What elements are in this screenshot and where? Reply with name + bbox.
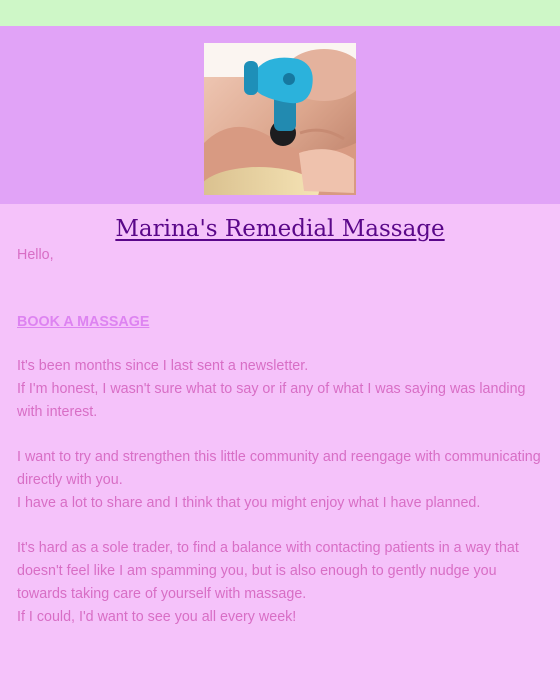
paragraph-block-3 [17,537,543,629]
top-color-strip [0,0,560,26]
paragraph-line: It's hard as a sole trader, to find a balance with contacting patients in a way that doesn't feel like I am spamming you, but is also enough to gently nudge you towards taking care of yourself with massage. [17,540,519,602]
paragraph-line: If I'm honest, I wasn't sure what to say or if any of what I was saying was landing with interest. [17,381,526,420]
brand-title [0,204,560,244]
brand-title-link[interactable]: Marina's Remedial Massage [115,216,445,242]
book-massage-link[interactable]: BOOK A MASSAGE [17,314,150,330]
paragraph-block-1 [17,355,543,424]
paragraph-line: It's been months since I last sent a newsletter. [17,358,309,374]
email-body [0,244,560,629]
paragraph-line: If I could, I'd want to see you all every week! [17,609,297,625]
paragraph-block-2 [17,446,543,515]
hero-banner [0,26,560,204]
hero-photo [204,43,356,195]
paragraph-line: I want to try and strengthen this little community and reengage with communicating directly with you. [17,449,541,488]
greeting-text: Hello, [17,247,54,263]
massage-gun-photo-icon [204,43,356,195]
paragraph-line: I have a lot to share and I think that you might enjoy what I have planned. [17,495,481,511]
